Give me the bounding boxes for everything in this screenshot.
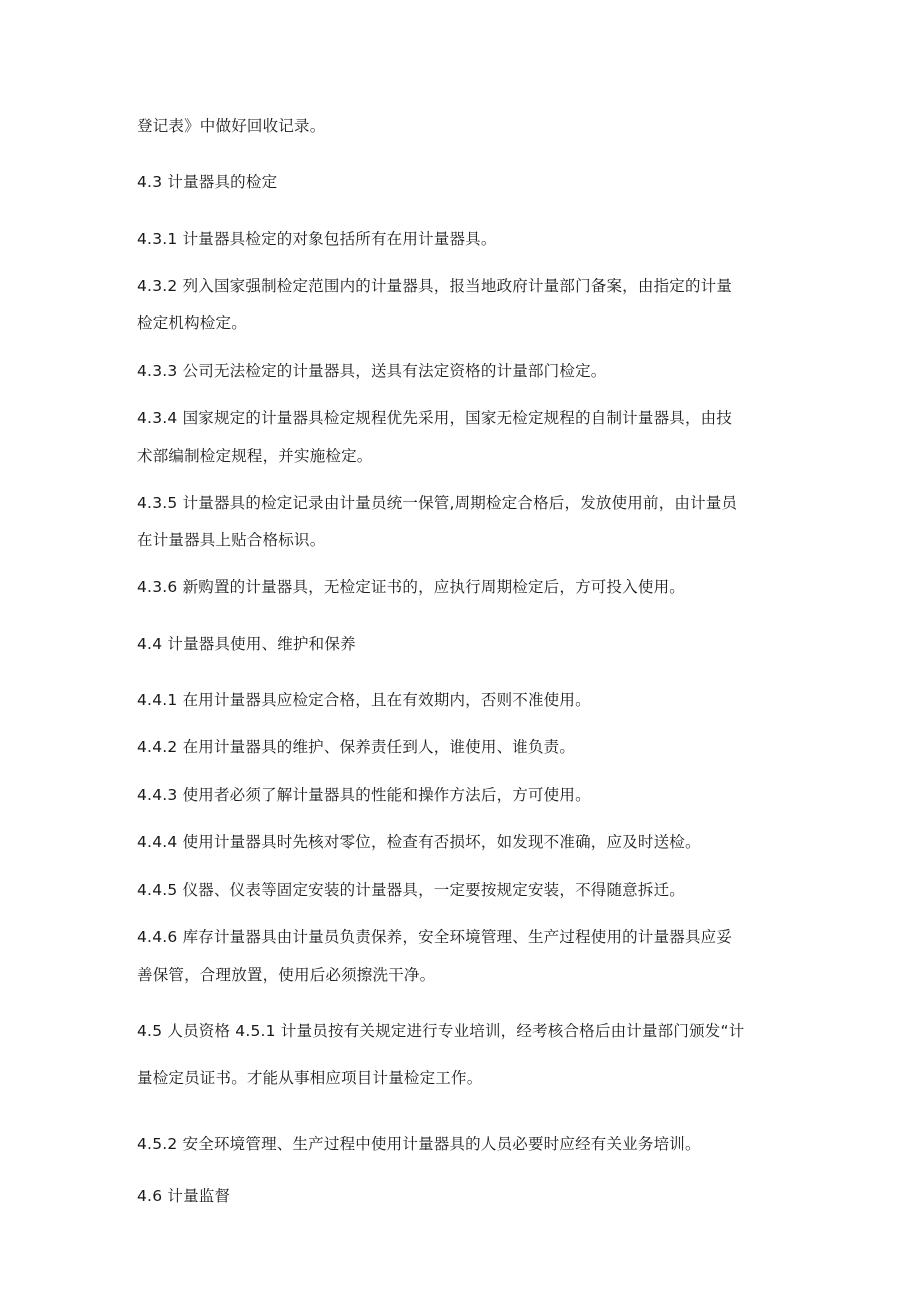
- paragraph-line: 4.3.5 计量器具的检定记录由计量员统一保管,周期检定合格后，发放使用前，由计量员: [137, 494, 738, 512]
- paragraph-line: 4.3.3 公司无法检定的计量器具，送具有法定资格的计量部门检定。: [137, 362, 607, 380]
- paragraph-line: 4.3.1 计量器具检定的对象包括所有在用计量器具。: [137, 230, 497, 248]
- paragraph-line: 4.3.4 国家规定的计量器具检定规程优先采用，国家无检定规程的自制计量器具，由技: [137, 409, 733, 427]
- paragraph-line: 4.4.3 使用者必须了解计量器具的性能和操作方法后，方可使用。: [137, 786, 591, 804]
- paragraph-line: 4.4.1 在用计量器具应检定合格，且在有效期内，否则不准使用。: [137, 691, 591, 709]
- paragraph-line: 4.4.6 库存计量器具由计量员负责保养，安全环境管理、生产过程使用的计量器具应妥: [137, 928, 733, 946]
- paragraph-line: 在计量器具上贴合格标识。: [137, 531, 326, 549]
- paragraph-line: 善保管，合理放置，使用后必须擦洗干净。: [137, 966, 436, 984]
- paragraph-line: 登记表》中做好回收记录。: [137, 117, 326, 135]
- section-heading: 4.6 计量监督: [137, 1187, 231, 1205]
- paragraph-line: 4.4.5 仪器、仪表等固定安装的计量器具，一定要按规定安装，不得随意拆迁。: [137, 881, 685, 899]
- section-heading: 4.3 计量器具的检定: [137, 173, 278, 191]
- paragraph-line: 4.5 人员资格 4.5.1 计量员按有关规定进行专业培训，经考核合格后由计量部门颁发“计: [137, 1022, 745, 1040]
- paragraph-line: 4.3.2 列入国家强制检定范围内的计量器具，报当地政府计量部门备案，由指定的计量: [137, 277, 733, 295]
- paragraph-line: 4.3.6 新购置的计量器具，无检定证书的，应执行周期检定后，方可投入使用。: [137, 578, 685, 596]
- paragraph-line: 量检定员证书。才能从事相应项目计量检定工作。: [137, 1069, 483, 1087]
- paragraph-line: 4.4.2 在用计量器具的维护、保养责任到人，谁使用、谁负责。: [137, 738, 576, 756]
- paragraph-line: 检定机构检定。: [137, 314, 247, 332]
- paragraph-line: 术部编制检定规程，并实施检定。: [137, 447, 373, 465]
- section-heading: 4.4 计量器具使用、维护和保养: [137, 635, 356, 653]
- paragraph-line: 4.4.4 使用计量器具时先核对零位，检查有否损坏，如发现不准确，应及时送检。: [137, 833, 701, 851]
- paragraph-line: 4.5.2 安全环境管理、生产过程中使用计量器具的人员必要时应经有关业务培训。: [137, 1135, 701, 1153]
